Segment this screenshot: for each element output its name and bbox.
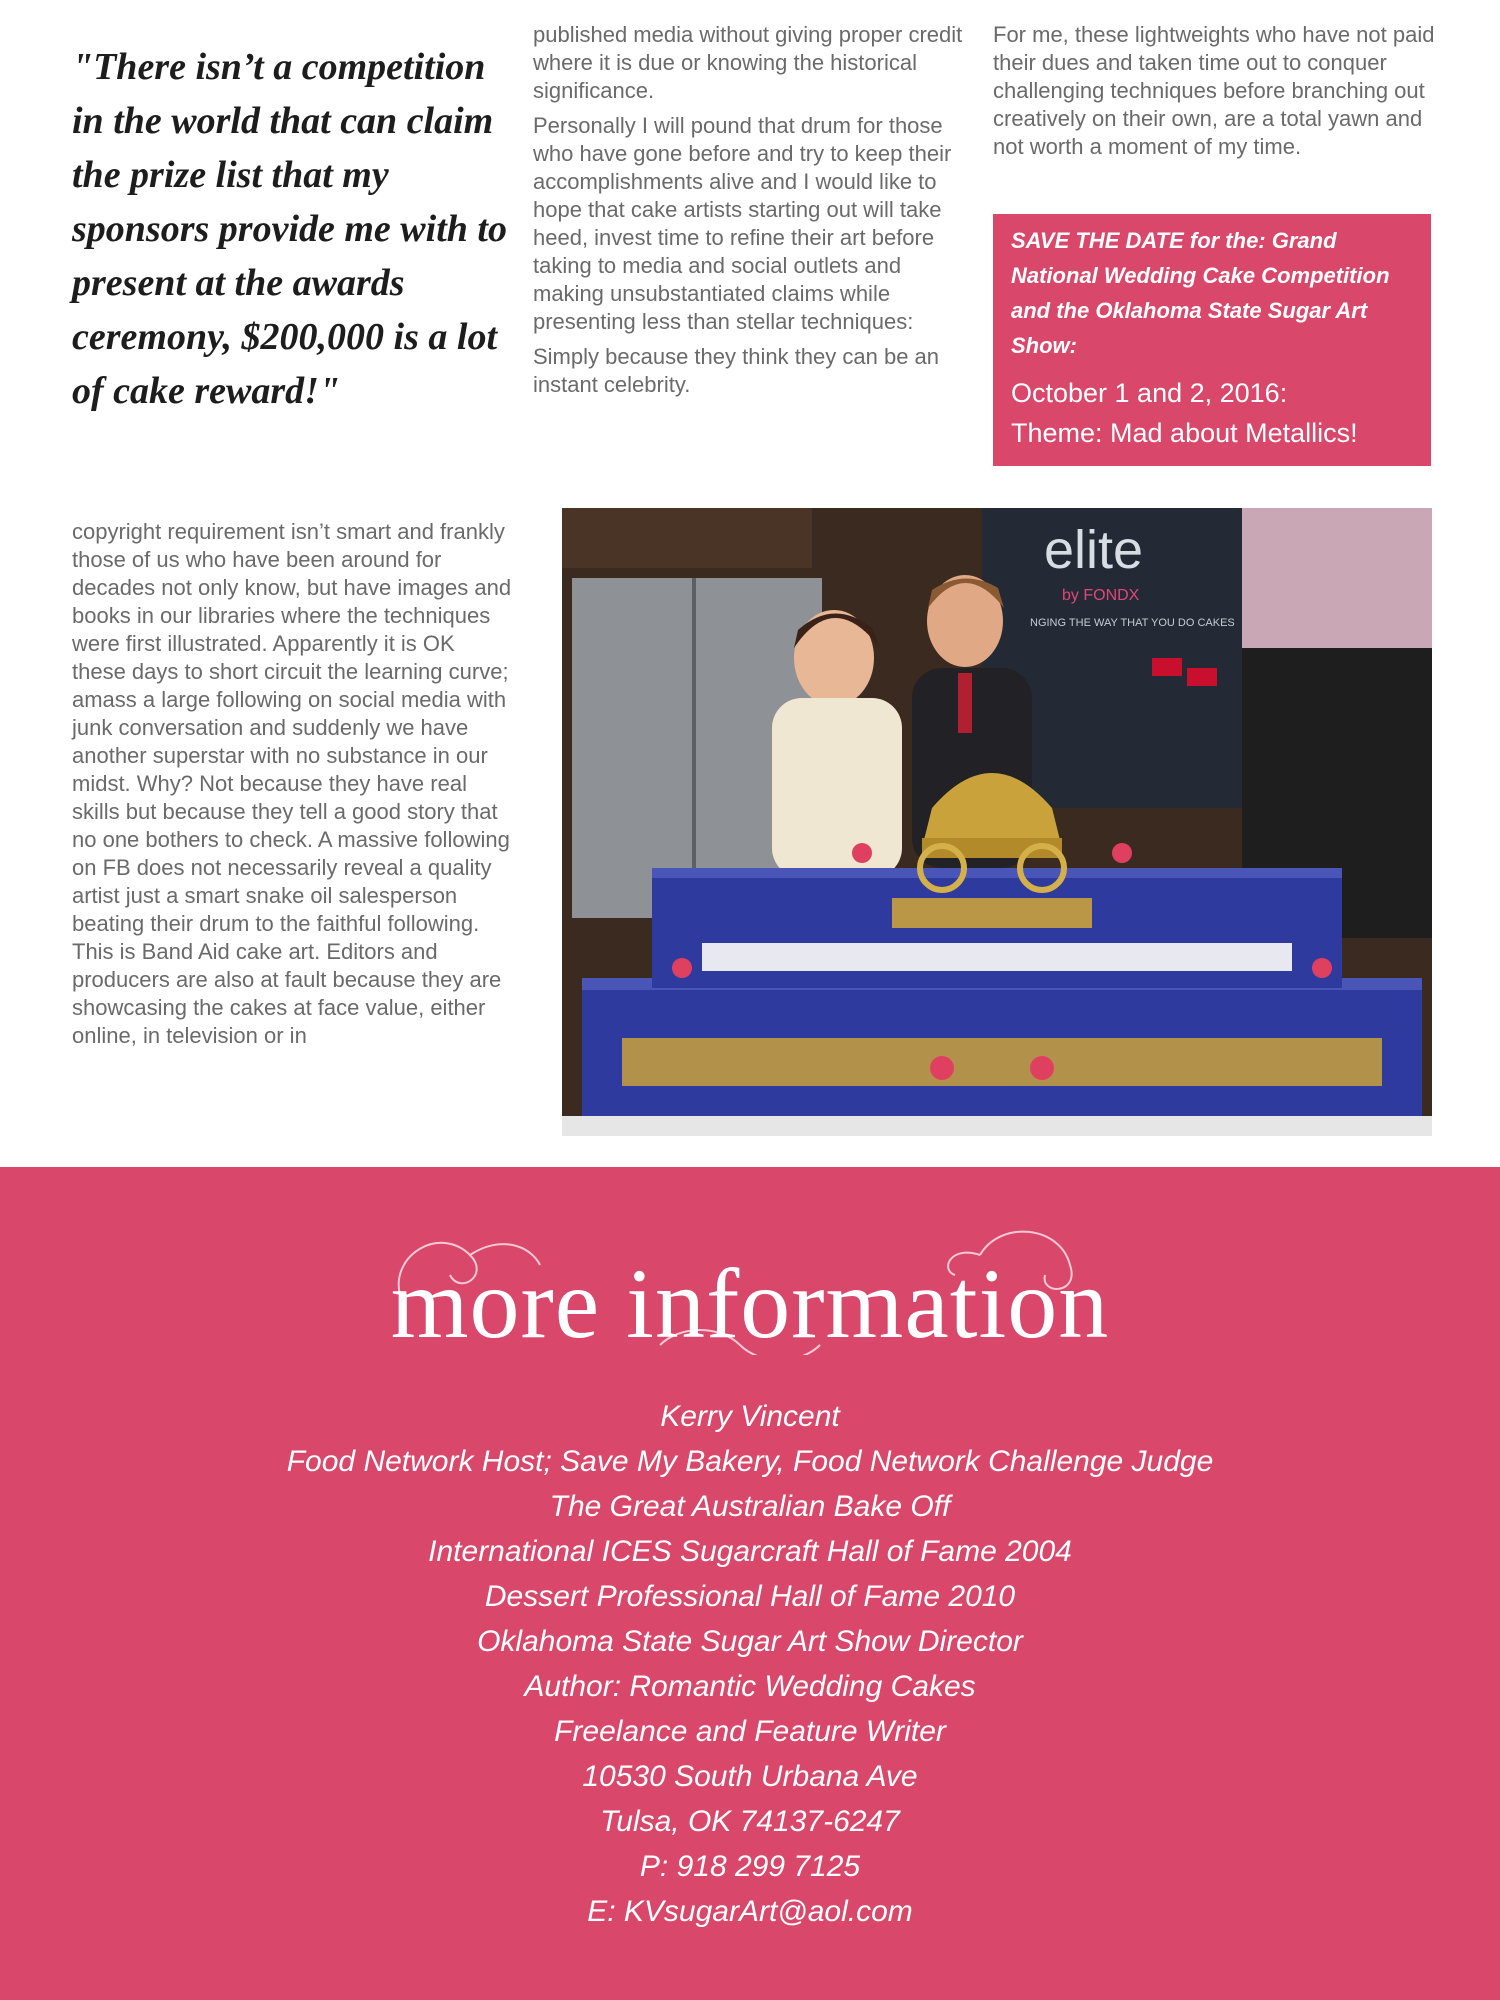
save-the-date-details xyxy=(1011,373,1417,453)
contact-phone: P: 918 299 7125 xyxy=(639,1850,861,1883)
article-column-middle xyxy=(533,21,973,406)
banner-tagline: NGING THE WAY THAT YOU DO CAKES xyxy=(1030,617,1235,629)
contact-credential: Author: Romantic Wedding Cakes xyxy=(524,1670,976,1703)
article-column-left xyxy=(72,518,512,1057)
contact-email: E: KVsugarArt@aol.com xyxy=(587,1895,913,1928)
banner-logo: elite xyxy=(1044,520,1144,580)
save-the-date-heading: SAVE THE DATE for the: Grand National Wedding Cake Competition and the Oklahoma State Sugar Art Show: xyxy=(1011,228,1390,358)
contact-credential: The Great Australian Bake Off xyxy=(549,1490,951,1523)
section-title: more information xyxy=(390,1248,1110,1359)
paragraph: Simply because they think they can be an instant celebrity. xyxy=(533,344,940,397)
contact-credential: Freelance and Feature Writer xyxy=(554,1715,946,1748)
paragraph: For me, these lightweights who have not paid their dues and taken time out to conquer challenging techniques before branching out creatively on their own, are a total yawn and not worth a moment of my time. xyxy=(993,22,1435,159)
save-the-date-box xyxy=(993,214,1431,466)
article-column-right xyxy=(993,21,1438,168)
cake-photo xyxy=(562,508,1432,1136)
contact-credential: Dessert Professional Hall of Fame 2010 xyxy=(484,1580,1016,1613)
contact-city: Tulsa, OK 74137-6247 xyxy=(600,1805,900,1838)
banner-sub: by FONDX xyxy=(1062,587,1140,604)
cake-photo-illustration xyxy=(562,508,1432,1136)
contact-address: 10530 South Urbana Ave xyxy=(582,1760,918,1793)
contact-list xyxy=(0,1394,1500,1934)
paragraph: published media without giving proper credit where it is due or knowing the historical significance. xyxy=(533,22,963,103)
more-information-section xyxy=(0,1167,1500,2000)
paragraph: copyright requirement isn’t smart and frankly those of us who have been around for decades not only know, but have images and books in our libraries where the techniques were first illustrated. Apparently it is OK these days to short circuit the learning curve; amass a large following on social media with junk conversation and suddenly we have another superstar with no substance in our midst. Why? Not because they have real skills but because they tell a good story that no one bothers to check. A massive following on FB does not necessarily reveal a quality artist just a smart snake oil salesperson beating their drum to the faithful following. This is Band Aid cake art. Editors and producers are also at fault because they are showcasing the cakes at face value, either online, in television or in xyxy=(72,519,512,1048)
contact-name: Kerry Vincent xyxy=(660,1400,840,1433)
paragraph: Personally I will pound that drum for those who have gone before and try to keep their accomplishments alive and I would like to hope that cake artists starting out will take heed, invest time to refine their art before taking to media and social outlets and making unsubstantiated claims while presenting less than stellar techniques: xyxy=(533,113,952,334)
contact-credential: Food Network Host; Save My Bakery, Food Network Challenge Judge xyxy=(286,1445,1214,1478)
event-date: October 1 and 2, 2016: xyxy=(1011,378,1288,408)
contact-credential: Oklahoma State Sugar Art Show Director xyxy=(477,1625,1023,1658)
event-theme: Theme: Mad about Metallics! xyxy=(1011,418,1358,448)
pull-quote: "There isn’t a competition in the world that can claim the prize list that my sponsors provide me with to present at the awards ceremony, $200,000 is a lot of cake reward!" xyxy=(72,46,507,412)
contact-credential: International ICES Sugarcraft Hall of Fame 2004 xyxy=(428,1535,1072,1568)
